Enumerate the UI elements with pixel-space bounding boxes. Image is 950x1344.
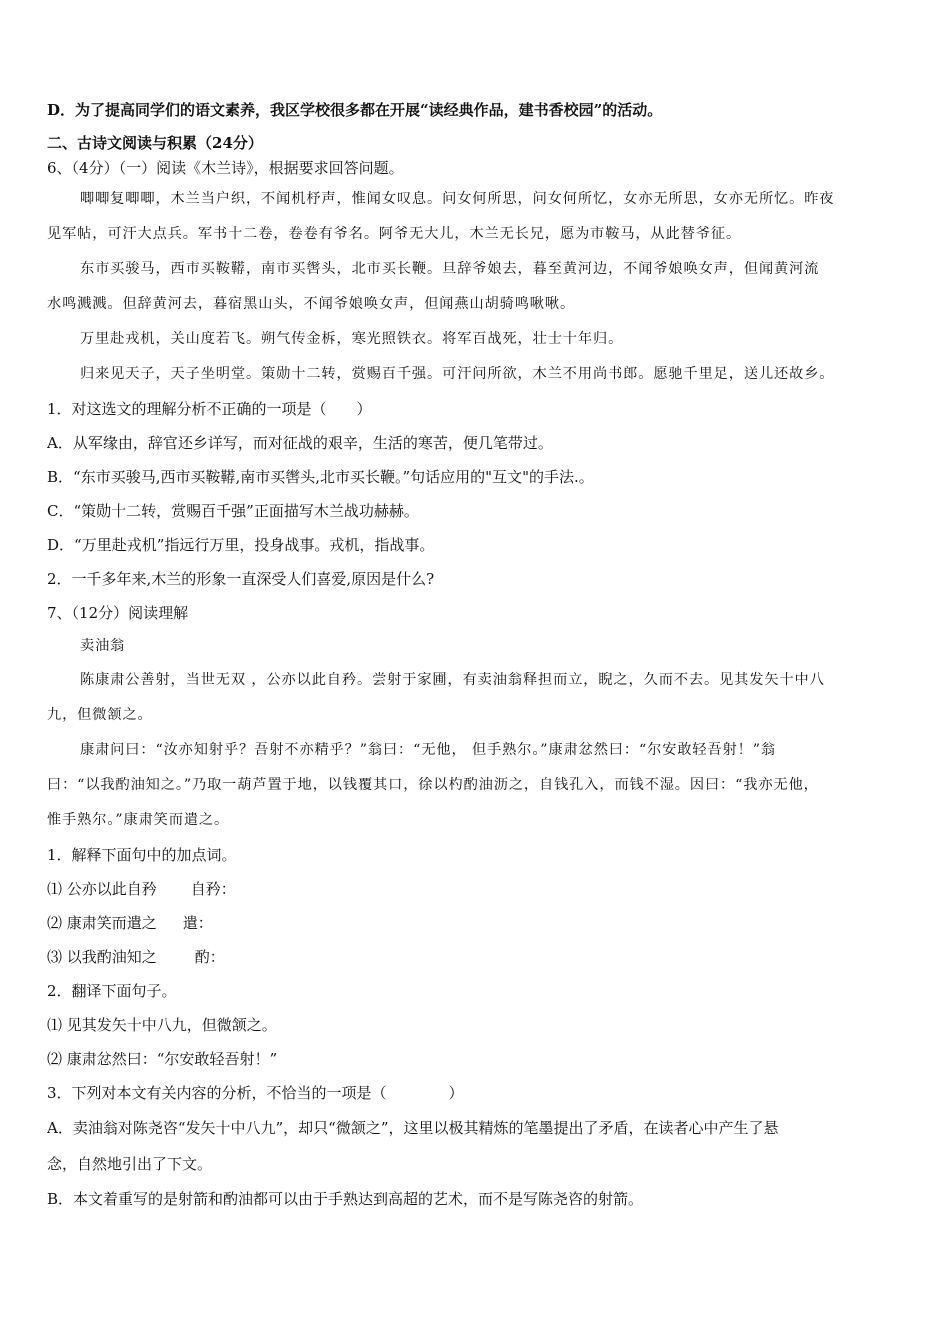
word-sentence-1-pre: ⑴ 公亦以此 (47, 880, 127, 898)
q6-option-d: D．“万里赴戎机”指远行万里，投身战事。戎机，指战事。 (47, 536, 435, 554)
passage-line-4: 曰：“以我酌油知之。”乃取一葫芦置于地，以钱覆其口，徐以杓酌油沥之，自钱孔入，而钱不湿。因曰：“我亦无他， (47, 777, 819, 793)
q7-option-a-line1: A．卖油翁对陈尧咨“发矢十中八九”，却只“微颔之”，这里以极其精炼的笔墨提出了矛盾，在读者心中产生了悬 (47, 1119, 779, 1137)
word-label-2: 遣： (182, 914, 213, 932)
word-sentence-2-pre: ⑵ 康肃笑而 (47, 914, 127, 932)
q6-option-c: C．“策勋十二转，赏赐百千强”正面描写木兰战功赫赫。 (47, 502, 419, 520)
q7-option-b: B．本文着重写的是射箭和酌油都可以由于手熟达到高超的艺术，而不是写陈尧咨的射箭。 (47, 1190, 644, 1208)
poem-line-2: 见军帖，可汗大点兵。军书十二卷，卷卷有爷名。阿爷无大儿，木兰无长兄，愿为市鞍马，从此替爷征。 (47, 226, 742, 242)
passage-line-5: 惟手熟尔。”康肃笑而遣之。 (47, 812, 230, 828)
word-sentence-3-pre: ⑶ 以我 (47, 948, 97, 966)
word-item-3 (47, 940, 912, 974)
passage-title: 卖油翁 (80, 638, 126, 654)
poem-line-1: 唧唧复唧唧，木兰当户织，不闻机杼声，惟闻女叹息。问女何所思，问女何所忆，女亦无所思，女亦无所忆。昨夜 (80, 191, 835, 207)
q6-sub1-text: 1．对这选文的理解分析不正确的一项是（ (47, 400, 327, 418)
q7-option-a-line2: 念，自然地引出了下文。 (47, 1155, 213, 1173)
option-d-line: D．为了提高同学们的语文素养，我区学校很多都在开展“读经典作品，建书香校园”的活动。 (47, 101, 663, 119)
word-label-3: 酌： (194, 948, 225, 966)
word-label-1: 自矜： (190, 880, 236, 898)
translate-item-2: ⑵ 康肃忿然曰：“尔安敢轻吾射！” (47, 1050, 278, 1068)
q6-sub1 (47, 392, 912, 426)
section-2-title: 二、古诗文阅读与积累（24分） (47, 134, 263, 152)
q7-sub2: 2．翻译下面句子。 (47, 982, 177, 1000)
q7-sub3 (47, 1076, 912, 1110)
poem-line-3: 东市买骏马，西市买鞍鞯，南市买辔头，北市买长鞭。旦辞爷娘去，暮至黄河边，不闻爷娘唤女声，但闻黄河流 (80, 261, 820, 277)
passage-line-3: 康肃问曰：“汝亦知射乎？吾射不亦精乎？”翁曰：“无他， 但手熟尔。”康肃忿然曰：“尔安敢轻吾射！”翁 (80, 742, 776, 758)
word-sentence-2-word: 遣之 (126, 914, 157, 932)
q6-sub2: 2．一千多年来,木兰的形象一直深受人们喜爱,原因是什么? (47, 570, 435, 588)
word-sentence-3-word: 酌油知之 (96, 948, 157, 966)
exam-page (47, 88, 912, 1216)
word-item-2 (47, 906, 912, 940)
passage-line-2: 九，但微颔之。 (47, 707, 153, 723)
word-sentence-1-word: 自矜 (126, 880, 157, 898)
passage-line-1: 陈康肃公善射，当世无双 ，公亦以此自矜。尝射于家圃，有卖油翁释担而立，睨之，久而不去。见其发矢十中八 (80, 672, 825, 688)
word-item-1 (47, 872, 912, 906)
q7-sub3-close: ） (448, 1084, 464, 1102)
q7-title: 7、（12分）阅读理解 (47, 604, 189, 622)
q6-sub1-close: ） (356, 400, 372, 418)
poem-line-6: 归来见天子，天子坐明堂。策勋十二转，赏赐百千强。可汗问所欲，木兰不用尚书郎。愿驰千里足，送儿还故乡。 (80, 366, 835, 382)
poem-line-5: 万里赴戎机，关山度若飞。朔气传金柝，寒光照铁衣。将军百战死，壮士十年归。 (80, 331, 624, 347)
q6-option-a: A．从军缘由，辞官还乡详写，而对征战的艰辛，生活的寒苦，便几笔带过。 (47, 434, 553, 452)
q6-title: 6、（4分）（一）阅读《木兰诗》，根据要求回答问题。 (47, 159, 404, 177)
translate-item-1: ⑴ 见其发矢十中八九，但微颔之。 (47, 1016, 277, 1034)
q7-sub3-text: 3．下列对本文有关内容的分析，不恰当的一项是（ (47, 1084, 387, 1102)
poem-line-4: 水鸣溅溅。但辞黄河去，暮宿黑山头，不闻爷娘唤女声，但闻燕山胡骑鸣啾啾。 (47, 296, 576, 312)
q6-option-b: B．“东市买骏马,西市买鞍鞯,南市买辔头,北市买长鞭。”句话应用的"互文"的手法.。 (47, 468, 594, 486)
q7-sub1: 1．解释下面句中的加点词。 (47, 846, 237, 864)
